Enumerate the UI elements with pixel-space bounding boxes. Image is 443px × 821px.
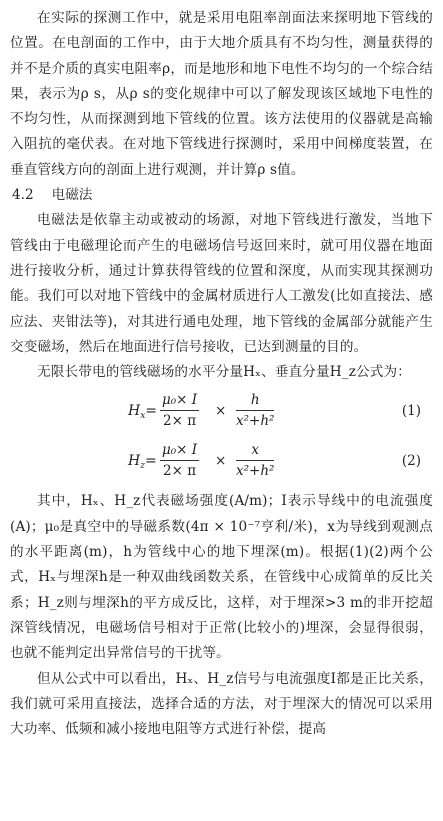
section-title: 电磁法 xyxy=(51,187,93,204)
formula-2-number: (2) xyxy=(401,453,421,470)
formula-2-times: × xyxy=(215,453,227,470)
formula-2 xyxy=(10,441,433,485)
paragraph-resistivity: 在实际的探测工作中，就是采用电阻率剖面法来探明地下管线的位置。在电剖面的工作中，由于大地介质具有不均匀性，测量获得的并不是介质的真实电阻率ρ，而是地形和地下电性不均匀的一个综合结果，表示为ρ s，从ρ s的变化规律中可以了解发现该区域地下电性的不均匀性，从而探测到地下管线的位置。该方法使用的仪器就是高输入阻抗的毫伏表。在对地下管线进行探测时，采用中间梯度装置，在垂直管线方向的剖面上进行观测，并计算ρ s值。 xyxy=(10,10,433,178)
paragraph-em-method: 电磁法是依靠主动或被动的场源，对地下管线进行激发，当地下管线由于电磁理论而产生的电磁场信号返回来时，就可用仪器在地面进行接收分析，通过计算获得管线的位置和深度，从而实现其探测功能。我们可以对地下管线中的金属材质进行人工激发(比如直接法、感应法、夹钳法等)，对其进行通电处理，地下管线的金属部分就能产生交变磁场，然后在地面进行信号接收，已达到测量的目的。 xyxy=(10,212,433,355)
formula-1 xyxy=(10,391,433,435)
formula-2-fraction-a: $\frac{\text{μ₀× I}}{2\times \pi}$ xyxy=(162,442,198,480)
formula-1-fraction-a: $\frac{\text{μ₀× I}}{2\times \pi}$ xyxy=(162,392,198,430)
paragraph-conclusion: 但从公式中可以看出，Hₓ、H_z信号与电流强度I都是正比关系，我们就可采用直接法，选择合适的方法，对于埋深大的情况可以采用大功率、低频和减小接地电阻等方式进行补偿，提高 xyxy=(10,670,433,738)
formula-2-fraction-b: $\frac{x}{\text{x²+h²}}$ xyxy=(236,442,275,480)
formula-1-number: (1) xyxy=(401,403,421,420)
formula-2-lhs: $H_z=$ xyxy=(128,453,157,472)
formula-1-lhs: $H_x=$ xyxy=(128,403,158,422)
paragraph-formula-explanation: 其中，Hₓ、H_z代表磁场强度(A/m)；I表示导线中的电流强度(A)；μ₀是真空中的导磁系数(4π × 10⁻⁷亨利/米)，x为导线到观测点的水平距离(m)，h为管线中心的地下埋深(m)。根据(1)(2)两个公式，Hₓ与埋深h是一种双曲线函数关系，在管线中心成简单的反比关系；H_z则与埋深h的平方成反比，这样，对于埋深>3 m的非开挖超深管线情况，电磁场信号相对于正常(比较小的)埋深，会显得很弱，也就不能判定出异常信号的干扰等。 xyxy=(10,493,433,662)
formula-1-times: × xyxy=(215,403,227,420)
section-heading xyxy=(10,183,433,208)
paragraph-formula-intro: 无限长带电的管线磁场的水平分量Hₓ、垂直分量H_z公式为： xyxy=(37,364,412,381)
section-number: 4.2 xyxy=(12,187,34,204)
formula-1-fraction-b: $\frac{h}{\text{x²+h²}}$ xyxy=(236,392,275,430)
